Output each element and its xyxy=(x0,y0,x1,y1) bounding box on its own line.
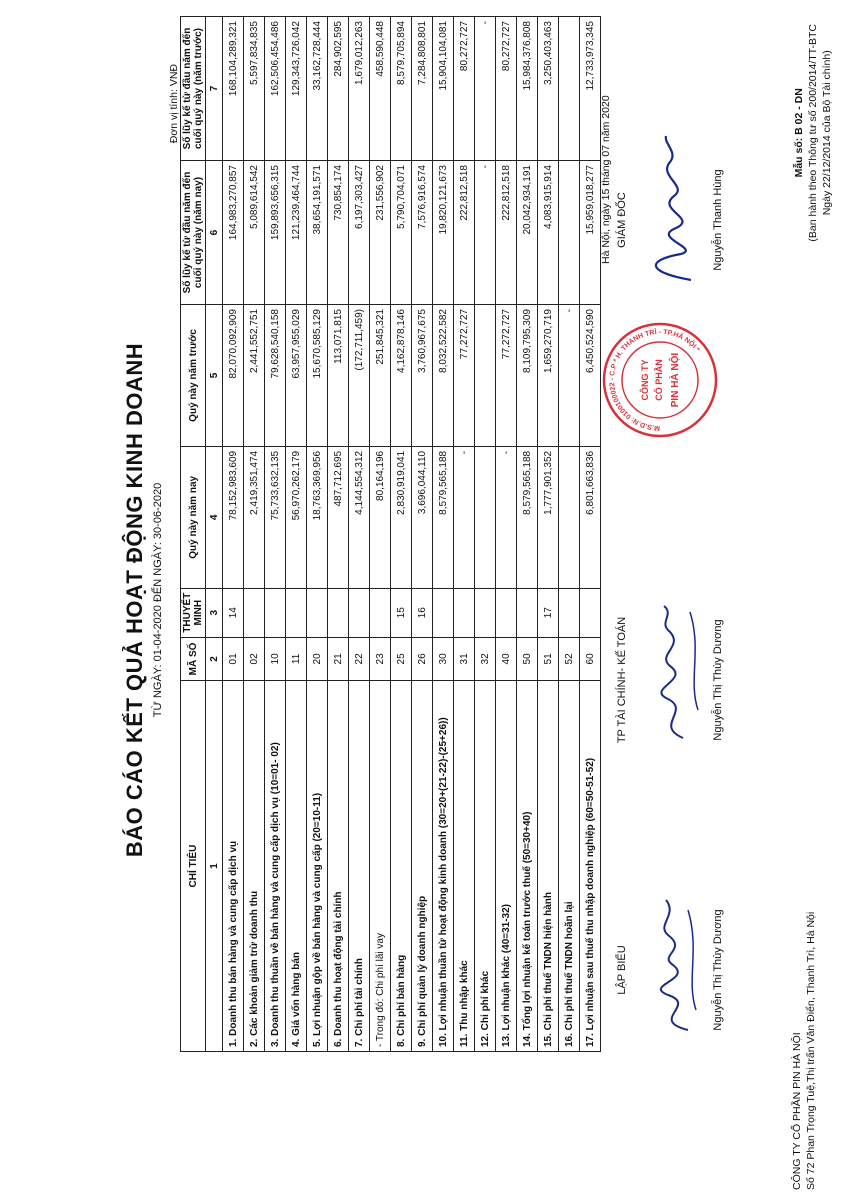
row-code: 02 xyxy=(244,637,265,680)
row-note xyxy=(265,588,286,637)
header-code: MÃ SỐ xyxy=(181,637,206,680)
row-indicator: 13. Lợi nhuận khác (40=31-32) xyxy=(496,681,517,1052)
column-number: 6 xyxy=(206,161,223,305)
company-seal xyxy=(600,320,720,440)
row-prior-quarter: 8,032,522,582 xyxy=(433,305,454,447)
svg-text:PIN HÀ NỘI: PIN HÀ NỘI xyxy=(670,352,681,408)
row-prior-quarter: 79,628,540,158 xyxy=(265,305,286,447)
row-ytd-prior-year: 5,597,834,835 xyxy=(244,17,265,161)
row-note xyxy=(475,588,496,637)
header-ytd-prior-year: Số lũy kế từ đầu năm đến cuối quý này (năm trước) xyxy=(181,17,206,161)
row-prior-quarter: - xyxy=(559,305,580,447)
row-note xyxy=(454,588,475,637)
table-row xyxy=(244,17,265,1052)
row-ytd-prior-year: 8,579,705,894 xyxy=(391,17,412,161)
row-indicator: 3. Doanh thu thuần về bán hàng và cung cấp dịch vụ (10=01- 02) xyxy=(265,681,286,1052)
row-ytd-prior-year: 1,679,012,263 xyxy=(349,17,370,161)
row-ytd-prior-year: 129,343,726,042 xyxy=(286,17,307,161)
row-code: 51 xyxy=(538,637,559,680)
table-row xyxy=(580,17,601,1052)
director-signature-block xyxy=(616,110,724,330)
row-indicator: 12. Chi phí khác xyxy=(475,681,496,1052)
row-ytd-prior-year: 3,250,403,463 xyxy=(538,17,559,161)
row-prior-quarter xyxy=(475,305,496,447)
row-code: 40 xyxy=(496,637,517,680)
row-prior-quarter: 2,441,552,751 xyxy=(244,305,265,447)
form-line-1: (Ban hành theo Thông tư số 200/2014/TT-BTC xyxy=(807,24,819,242)
column-number: 5 xyxy=(206,305,223,447)
table-row xyxy=(475,17,496,1052)
table-row xyxy=(496,17,517,1052)
row-prior-quarter: 8,109,795,309 xyxy=(517,305,538,447)
row-this-quarter: 75,733,632,135 xyxy=(265,446,286,588)
row-note xyxy=(517,588,538,637)
row-ytd-prior-year xyxy=(559,17,580,161)
row-code: 26 xyxy=(412,637,433,680)
row-ytd-this-year: 20,042,934,191 xyxy=(517,161,538,305)
row-ytd-this-year: 164,983,270,857 xyxy=(223,161,244,305)
row-indicator: 15. Chi phí thuế TNDN hiện hành xyxy=(538,681,559,1052)
form-line-2: Ngày 22/12/2014 của Bộ Tài chính) xyxy=(821,50,833,216)
row-ytd-prior-year: 80,272,727 xyxy=(496,17,517,161)
row-this-quarter: 8,579,565,188 xyxy=(517,446,538,588)
row-ytd-this-year: 15,959,018,277 xyxy=(580,161,601,305)
header-this-quarter: Quý này năm nay xyxy=(181,446,206,588)
header-note: THUYẾT MINH xyxy=(181,588,206,637)
row-note xyxy=(433,588,454,637)
svg-text:M.S.D.N: 0100100022 - C.P * H.: M.S.D.N: 0100100022 - C.P * H. THANH TRÌ - TP.HÀ NỘI * xyxy=(608,328,701,432)
row-ytd-prior-year: 15,904,104,081 xyxy=(433,17,454,161)
row-this-quarter xyxy=(475,446,496,588)
row-ytd-this-year: 5,089,614,542 xyxy=(244,161,265,305)
row-ytd-this-year: 730,854,174 xyxy=(328,161,349,305)
table-row xyxy=(412,17,433,1052)
row-code: 31 xyxy=(454,637,475,680)
row-indicator: 17. Lợi nhuận sau thuế thu nhập doanh nghiệp (60=50-51-52) xyxy=(580,681,601,1052)
row-ytd-this-year: 4,083,915,914 xyxy=(538,161,559,305)
row-code: 52 xyxy=(559,637,580,680)
header-ytd-this-year: Số lũy kế từ đầu năm đến cuối quý này (năm nay) xyxy=(181,161,206,305)
row-prior-quarter: 77,272,727 xyxy=(496,305,517,447)
row-ytd-prior-year: 12,733,973,345 xyxy=(580,17,601,161)
row-indicator: 1. Doanh thu bán hàng và cung cấp dịch vụ xyxy=(223,681,244,1052)
row-code: 20 xyxy=(307,637,328,680)
row-note xyxy=(559,588,580,637)
row-note xyxy=(349,588,370,637)
column-number: 2 xyxy=(206,637,223,680)
row-note xyxy=(580,588,601,637)
row-prior-quarter: 4,162,878,146 xyxy=(391,305,412,447)
row-ytd-this-year: 38,654,191,571 xyxy=(307,161,328,305)
director-role: GIÁM ĐỐC xyxy=(616,192,628,248)
row-this-quarter: 1,777,901,352 xyxy=(538,446,559,588)
table-header-row xyxy=(181,17,206,1052)
table-row xyxy=(517,17,538,1052)
table-row xyxy=(370,17,391,1052)
table-row xyxy=(307,17,328,1052)
row-prior-quarter: 15,670,585,129 xyxy=(307,305,328,447)
row-code: 01 xyxy=(223,637,244,680)
table-row xyxy=(265,17,286,1052)
row-prior-quarter: 113,071,815 xyxy=(328,305,349,447)
row-indicator: 11. Thu nhập khác xyxy=(454,681,475,1052)
company-address: Số 72 Phan Trọng Tuệ,Thị trấn Văn Điển, Thanh Trì, Hà Nội xyxy=(805,911,817,1190)
table-row xyxy=(286,17,307,1052)
row-ytd-this-year: 5,790,704,071 xyxy=(391,161,412,305)
row-code: 11 xyxy=(286,637,307,680)
director-signature-icon xyxy=(636,130,706,290)
row-this-quarter: 6,801,663,836 xyxy=(580,446,601,588)
row-indicator: - Trong đó: Chi phí lãi vay xyxy=(370,681,391,1052)
row-code: 23 xyxy=(370,637,391,680)
row-this-quarter: 78,152,983,609 xyxy=(223,446,244,588)
row-ytd-this-year: 222,812,518 xyxy=(496,161,517,305)
row-ytd-prior-year: 15,984,376,808 xyxy=(517,17,538,161)
accountant-signature-icon xyxy=(638,600,708,750)
table-row xyxy=(328,17,349,1052)
preparer-role: LẬP BIỂU xyxy=(616,945,628,995)
company-header xyxy=(790,912,818,1190)
row-note: 14 xyxy=(223,588,244,637)
row-code: 22 xyxy=(349,637,370,680)
preparer-signature-icon xyxy=(638,890,708,1040)
row-this-quarter: 8,579,565,188 xyxy=(433,446,454,588)
income-statement-table xyxy=(180,16,601,1052)
row-this-quarter xyxy=(559,446,580,588)
report-title: BÁO CÁO KẾT QUẢ HOẠT ĐỘNG KINH DOANH xyxy=(122,342,147,858)
table-row xyxy=(391,17,412,1052)
row-indicator: 5. Lợi nhuận gộp về bán hàng và cung cấp (20=10-11) xyxy=(307,681,328,1052)
row-this-quarter: 3,696,044,110 xyxy=(412,446,433,588)
accountant-name: Nguyễn Thị Thùy Dương xyxy=(712,619,724,741)
row-indicator: 2. Các khoản giảm trừ doanh thu xyxy=(244,681,265,1052)
row-this-quarter: 56,970,262,179 xyxy=(286,446,307,588)
row-note: 16 xyxy=(412,588,433,637)
row-code: 30 xyxy=(433,637,454,680)
row-note xyxy=(496,588,517,637)
row-code: 10 xyxy=(265,637,286,680)
row-indicator: 4. Giá vốn hàng bán xyxy=(286,681,307,1052)
row-code: 21 xyxy=(328,637,349,680)
row-ytd-prior-year: 33,162,728,444 xyxy=(307,17,328,161)
row-indicator: 16. Chi phí thuế TNDN hoãn lại xyxy=(559,681,580,1052)
row-note xyxy=(307,588,328,637)
row-this-quarter: - xyxy=(496,446,517,588)
row-ytd-this-year: 121,239,464,744 xyxy=(286,161,307,305)
row-ytd-this-year: 231,556,902 xyxy=(370,161,391,305)
row-ytd-this-year: 222,812,518 xyxy=(454,161,475,305)
column-number-row xyxy=(206,17,223,1052)
row-this-quarter: 80,164,196 xyxy=(370,446,391,588)
row-note: 17 xyxy=(538,588,559,637)
preparer-signature-block xyxy=(616,860,724,1080)
row-ytd-this-year: 6,197,303,427 xyxy=(349,161,370,305)
table-row xyxy=(538,17,559,1052)
row-code: 50 xyxy=(517,637,538,680)
row-code: 32 xyxy=(475,637,496,680)
row-this-quarter: - xyxy=(454,446,475,588)
row-indicator: 7. Chi phí tài chính xyxy=(349,681,370,1052)
preparer-name: Nguyễn Thị Thùy Dương xyxy=(712,909,724,1031)
table-row xyxy=(454,17,475,1052)
row-this-quarter: 18,763,369,956 xyxy=(307,446,328,588)
row-this-quarter: 4,144,554,312 xyxy=(349,446,370,588)
row-note xyxy=(244,588,265,637)
column-number: 4 xyxy=(206,446,223,588)
row-this-quarter: 2,419,351,474 xyxy=(244,446,265,588)
row-indicator: 9. Chi phí quản lý doanh nghiệp xyxy=(412,681,433,1052)
row-prior-quarter: 6,450,524,590 xyxy=(580,305,601,447)
header-prior-quarter: Quý này năm trước xyxy=(181,305,206,447)
row-this-quarter: 2,830,919,041 xyxy=(391,446,412,588)
row-indicator: 8. Chi phí bán hàng xyxy=(391,681,412,1052)
row-prior-quarter: 251,845,321 xyxy=(370,305,391,447)
report-period: TỪ NGÀY: 01-04-2020 ĐẾN NGÀY: 30-06-2020 xyxy=(152,482,164,718)
row-ytd-this-year: - xyxy=(475,161,496,305)
row-prior-quarter: 1,659,270,719 xyxy=(538,305,559,447)
table-row xyxy=(349,17,370,1052)
row-ytd-this-year xyxy=(559,161,580,305)
svg-text:CÔNG TY: CÔNG TY xyxy=(640,359,650,401)
row-prior-quarter: 82,070,092,909 xyxy=(223,305,244,447)
row-this-quarter: 487,712,695 xyxy=(328,446,349,588)
svg-text:CỔ PHẦN: CỔ PHẦN xyxy=(654,359,664,401)
table-row xyxy=(223,17,244,1052)
table-row xyxy=(433,17,454,1052)
row-code: 25 xyxy=(391,637,412,680)
row-indicator: 6. Doanh thu hoạt động tài chính xyxy=(328,681,349,1052)
currency-unit: Đơn vị tính: VNĐ xyxy=(168,64,180,144)
row-ytd-prior-year: 162,506,454,486 xyxy=(265,17,286,161)
company-name: CÔNG TY CỔ PHẦN PIN HÀ NỘI xyxy=(791,1032,803,1190)
row-prior-quarter: 77,272,727 xyxy=(454,305,475,447)
column-number: 3 xyxy=(206,588,223,637)
form-reference xyxy=(792,24,834,242)
row-prior-quarter: 63,957,955,029 xyxy=(286,305,307,447)
row-ytd-prior-year: 458,590,448 xyxy=(370,17,391,161)
row-prior-quarter: 3,760,967,675 xyxy=(412,305,433,447)
row-ytd-prior-year: - xyxy=(475,17,496,161)
header-indicator: CHỈ TIÊU xyxy=(181,681,206,1052)
row-ytd-prior-year: 80,272,727 xyxy=(454,17,475,161)
row-note xyxy=(286,588,307,637)
row-ytd-prior-year: 7,284,808,801 xyxy=(412,17,433,161)
row-note xyxy=(370,588,391,637)
row-note xyxy=(328,588,349,637)
row-ytd-this-year: 19,820,121,673 xyxy=(433,161,454,305)
row-ytd-this-year: 7,576,916,574 xyxy=(412,161,433,305)
accountant-signature-block xyxy=(616,560,724,800)
column-number: 1 xyxy=(206,681,223,1052)
row-code: 60 xyxy=(580,637,601,680)
row-indicator: 10. Lợi nhuận thuần từ hoạt động kinh doanh (30=20+(21-22)-(25+26)) xyxy=(433,681,454,1052)
row-ytd-this-year: 159,893,656,315 xyxy=(265,161,286,305)
form-code: Mẫu số: B 02 - DN xyxy=(793,88,805,178)
row-note: 15 xyxy=(391,588,412,637)
row-ytd-prior-year: 284,902,595 xyxy=(328,17,349,161)
row-indicator: 14. Tổng lợi nhuận kế toán trước thuế (50=30+40) xyxy=(517,681,538,1052)
director-name: Nguyễn Thanh Hùng xyxy=(712,169,724,271)
row-prior-quarter: (172,711,459) xyxy=(349,305,370,447)
column-number: 7 xyxy=(206,17,223,161)
accountant-role: TP TÀI CHÍNH- KẾ TOÁN xyxy=(616,616,628,744)
table-row xyxy=(559,17,580,1052)
row-ytd-prior-year: 168,104,289,321 xyxy=(223,17,244,161)
signature-date: Hà Nội, ngày 15 tháng 07 năm 2020 xyxy=(600,95,612,264)
